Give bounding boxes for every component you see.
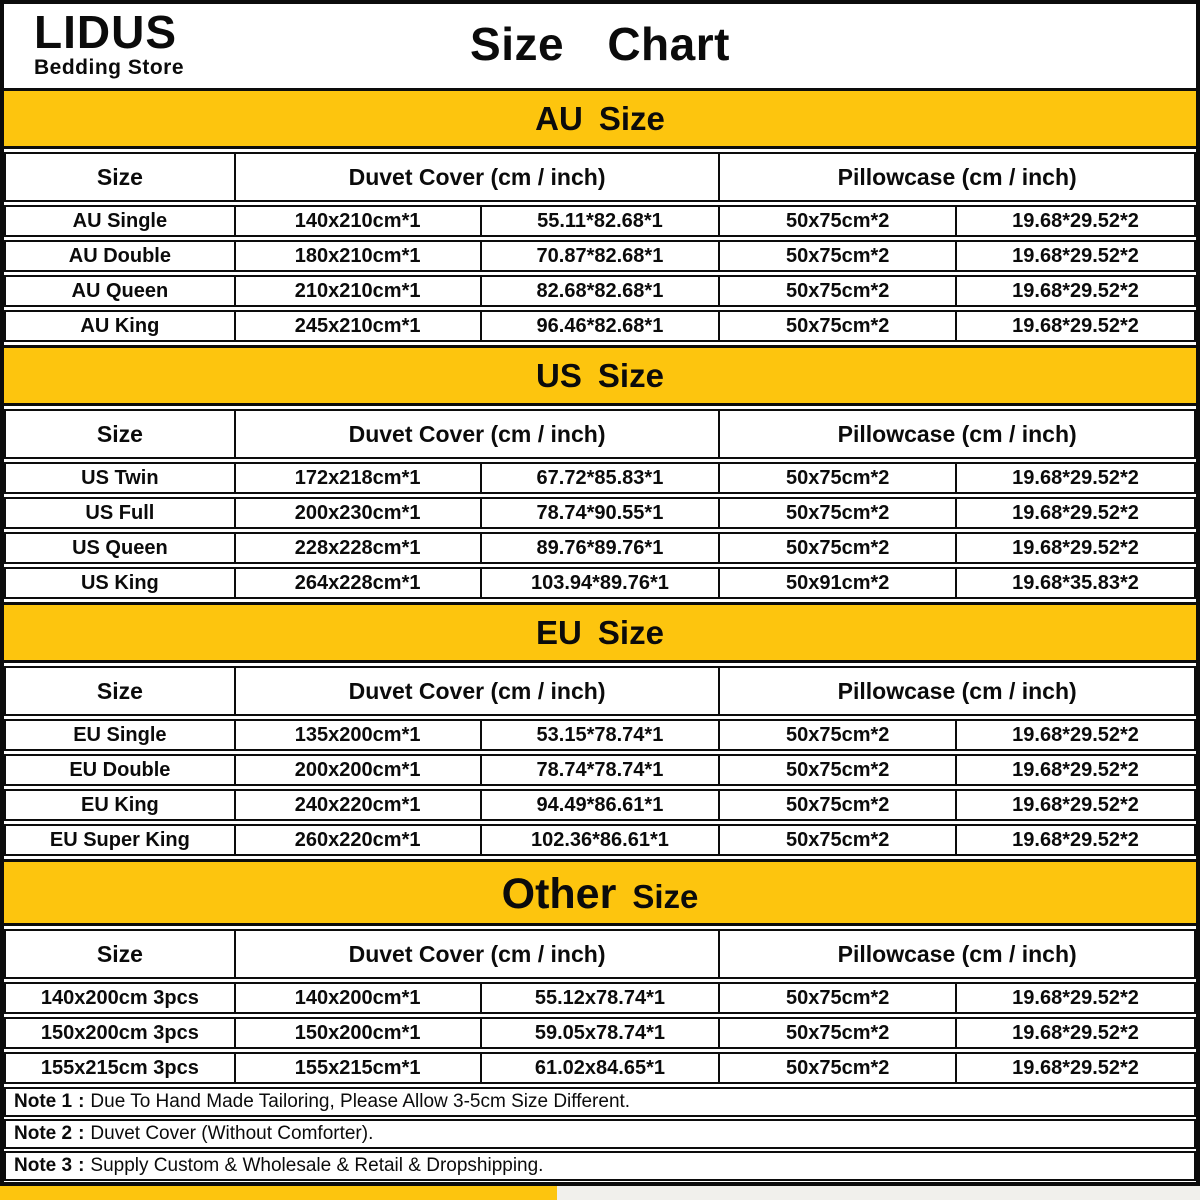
cell-duvet-cm: 140x200cm*1 (236, 984, 482, 1012)
cell-duvet-inch: 78.74*78.74*1 (482, 756, 721, 784)
section-us-size-label: Size (597, 357, 664, 394)
cell-duvet-inch: 61.02x84.65*1 (482, 1054, 721, 1082)
table-row (4, 532, 1196, 564)
brand-name: LIDUS (34, 6, 177, 58)
eu-table-header (4, 666, 1196, 716)
au-table-header (4, 152, 1196, 202)
column-header-size: Size (6, 931, 236, 977)
cell-duvet-inch: 82.68*82.68*1 (482, 277, 721, 305)
cell-duvet-inch: 53.15*78.74*1 (482, 721, 721, 749)
cell-pillow-inch: 19.68*29.52*2 (1012, 793, 1139, 816)
section-au-size-label: Size (598, 100, 665, 137)
cell-pillow-cm: 50x75cm*2 (720, 721, 957, 749)
table-row (4, 719, 1196, 751)
cell-duvet-cm: 180x210cm*1 (236, 242, 482, 270)
cell-duvet-cm: 228x228cm*1 (236, 534, 482, 562)
column-header-size: Size (6, 154, 236, 200)
section-other (4, 859, 1196, 1087)
cell-pillow-inch: 19.68*29.52*2 (1012, 501, 1139, 524)
table-row (4, 1017, 1196, 1049)
cell-pillow-inch: 19.68*29.52*2 (1012, 244, 1139, 267)
header-row (4, 4, 1196, 88)
cell-duvet-cm: 150x200cm*1 (236, 1019, 482, 1047)
cell-pillow-cm: 50x75cm*2 (720, 242, 957, 270)
column-header-duvet: Duvet Cover (cm / inch) (236, 154, 721, 200)
note-label: Note 2 (14, 1123, 73, 1144)
cell-duvet-cm: 245x210cm*1 (236, 312, 482, 340)
column-header-pillow: Pillowcase (cm / inch) (837, 420, 1077, 447)
cell-pillow-inch: 19.68*29.52*2 (1012, 986, 1139, 1009)
note-row (4, 1119, 1196, 1149)
cell-pillow-cm: 50x75cm*2 (720, 791, 957, 819)
section-us-banner (4, 345, 1196, 406)
cell-size: 140x200cm 3pcs (6, 984, 236, 1012)
cell-size: US Full (6, 499, 236, 527)
cell-size: US King (6, 569, 236, 597)
table-row (4, 275, 1196, 307)
cell-duvet-inch: 59.05x78.74*1 (482, 1019, 721, 1047)
note-text: Due To Hand Made Tailoring, Please Allow 3-5cm Size Different. (90, 1091, 631, 1112)
cell-pillow-inch: 19.68*35.83*2 (1012, 571, 1139, 594)
column-header-pillow: Pillowcase (cm / inch) (837, 163, 1077, 190)
cell-duvet-inch: 55.11*82.68*1 (482, 207, 721, 235)
cell-duvet-inch: 89.76*89.76*1 (482, 534, 721, 562)
note-separator: : (78, 1123, 85, 1144)
table-row (4, 240, 1196, 272)
cell-pillow-inch: 19.68*29.52*2 (1012, 828, 1139, 851)
section-other-region-label: Other (501, 870, 617, 918)
cell-pillow-cm: 50x75cm*2 (720, 207, 957, 235)
bottom-yellow-bar (0, 1186, 557, 1200)
cell-duvet-inch: 102.36*86.61*1 (482, 826, 721, 854)
page-title: Size Chart (470, 18, 730, 70)
section-au-region-label: AU (535, 100, 583, 137)
note-label: Note 1 (14, 1091, 73, 1112)
column-header-pillow: Pillowcase (cm / inch) (837, 940, 1077, 967)
section-eu-banner (4, 602, 1196, 663)
cell-duvet-inch: 94.49*86.61*1 (482, 791, 721, 819)
note-separator: : (78, 1091, 85, 1112)
table-row (4, 789, 1196, 821)
cell-duvet-cm: 200x200cm*1 (236, 756, 482, 784)
cell-duvet-cm: 135x200cm*1 (236, 721, 482, 749)
cell-duvet-cm: 155x215cm*1 (236, 1054, 482, 1082)
section-eu-region-label: EU (536, 614, 582, 651)
note-separator: : (78, 1155, 85, 1176)
cell-duvet-cm: 172x218cm*1 (236, 464, 482, 492)
other-table-header (4, 929, 1196, 979)
cell-size: US Queen (6, 534, 236, 562)
cell-size: 155x215cm 3pcs (6, 1054, 236, 1082)
cell-duvet-cm: 200x230cm*1 (236, 499, 482, 527)
cell-duvet-inch: 103.94*89.76*1 (482, 569, 721, 597)
section-au-banner (4, 88, 1196, 149)
cell-pillow-inch: 19.68*29.52*2 (1012, 723, 1139, 746)
brand-tagline: Bedding Store (34, 56, 185, 79)
section-other-size-label: Size (632, 878, 699, 915)
table-row (4, 754, 1196, 786)
cell-duvet-inch: 55.12x78.74*1 (482, 984, 721, 1012)
cell-duvet-cm: 140x210cm*1 (236, 207, 482, 235)
section-other-banner (4, 859, 1196, 926)
note-row (4, 1151, 1196, 1181)
cell-pillow-inch: 19.68*29.52*2 (1012, 209, 1139, 232)
table-row (4, 310, 1196, 342)
cell-pillow-cm: 50x75cm*2 (720, 534, 957, 562)
cell-pillow-inch: 19.68*29.52*2 (1012, 1056, 1139, 1079)
cell-pillow-cm: 50x75cm*2 (720, 312, 957, 340)
table-row (4, 1052, 1196, 1084)
cell-pillow-cm: 50x75cm*2 (720, 756, 957, 784)
cell-size: EU Super King (6, 826, 236, 854)
table-row (4, 567, 1196, 599)
cell-pillow-inch: 19.68*29.52*2 (1012, 758, 1139, 781)
cell-pillow-inch: 19.68*29.52*2 (1012, 1021, 1139, 1044)
cell-pillow-cm: 50x75cm*2 (720, 464, 957, 492)
cell-pillow-cm: 50x91cm*2 (720, 569, 957, 597)
bottom-strip (0, 1186, 1200, 1200)
cell-duvet-inch: 78.74*90.55*1 (482, 499, 721, 527)
column-header-size: Size (6, 411, 236, 457)
cell-duvet-inch: 96.46*82.68*1 (482, 312, 721, 340)
column-header-pillow: Pillowcase (cm / inch) (837, 677, 1077, 704)
cell-size: AU Queen (6, 277, 236, 305)
cell-pillow-cm: 50x75cm*2 (720, 277, 957, 305)
column-header-size: Size (6, 668, 236, 714)
cell-size: US Twin (6, 464, 236, 492)
cell-size: AU Double (6, 242, 236, 270)
cell-size: AU Single (6, 207, 236, 235)
note-text: Duvet Cover (Without Comforter). (90, 1123, 374, 1144)
table-row (4, 982, 1196, 1014)
cell-size: EU King (6, 791, 236, 819)
cell-duvet-cm: 264x228cm*1 (236, 569, 482, 597)
cell-duvet-inch: 70.87*82.68*1 (482, 242, 721, 270)
table-row (4, 462, 1196, 494)
cell-size: EU Double (6, 756, 236, 784)
column-header-duvet: Duvet Cover (cm / inch) (236, 931, 721, 977)
note-label: Note 3 (14, 1155, 73, 1176)
cell-pillow-cm: 50x75cm*2 (720, 826, 957, 854)
cell-pillow-cm: 50x75cm*2 (720, 984, 957, 1012)
table-row (4, 205, 1196, 237)
column-header-duvet: Duvet Cover (cm / inch) (236, 411, 721, 457)
cell-duvet-cm: 260x220cm*1 (236, 826, 482, 854)
cell-size: EU Single (6, 721, 236, 749)
section-eu-size-label: Size (597, 614, 664, 651)
cell-size: 150x200cm 3pcs (6, 1019, 236, 1047)
cell-duvet-cm: 210x210cm*1 (236, 277, 482, 305)
us-table-header (4, 409, 1196, 459)
note-text: Supply Custom & Wholesale & Retail & Dropshipping. (90, 1155, 544, 1176)
cell-pillow-inch: 19.68*29.52*2 (1012, 466, 1139, 489)
cell-duvet-cm: 240x220cm*1 (236, 791, 482, 819)
table-row (4, 824, 1196, 856)
cell-pillow-cm: 50x75cm*2 (720, 1054, 957, 1082)
cell-pillow-inch: 19.68*29.52*2 (1012, 279, 1139, 302)
cell-duvet-inch: 67.72*85.83*1 (482, 464, 721, 492)
table-row (4, 497, 1196, 529)
cell-pillow-inch: 19.68*29.52*2 (1012, 314, 1139, 337)
section-us-region-label: US (536, 357, 582, 394)
cell-pillow-cm: 50x75cm*2 (720, 499, 957, 527)
column-header-duvet: Duvet Cover (cm / inch) (236, 668, 721, 714)
cell-pillow-cm: 50x75cm*2 (720, 1019, 957, 1047)
cell-size: AU King (6, 312, 236, 340)
cell-pillow-inch: 19.68*29.52*2 (1012, 536, 1139, 559)
note-row (4, 1087, 1196, 1117)
